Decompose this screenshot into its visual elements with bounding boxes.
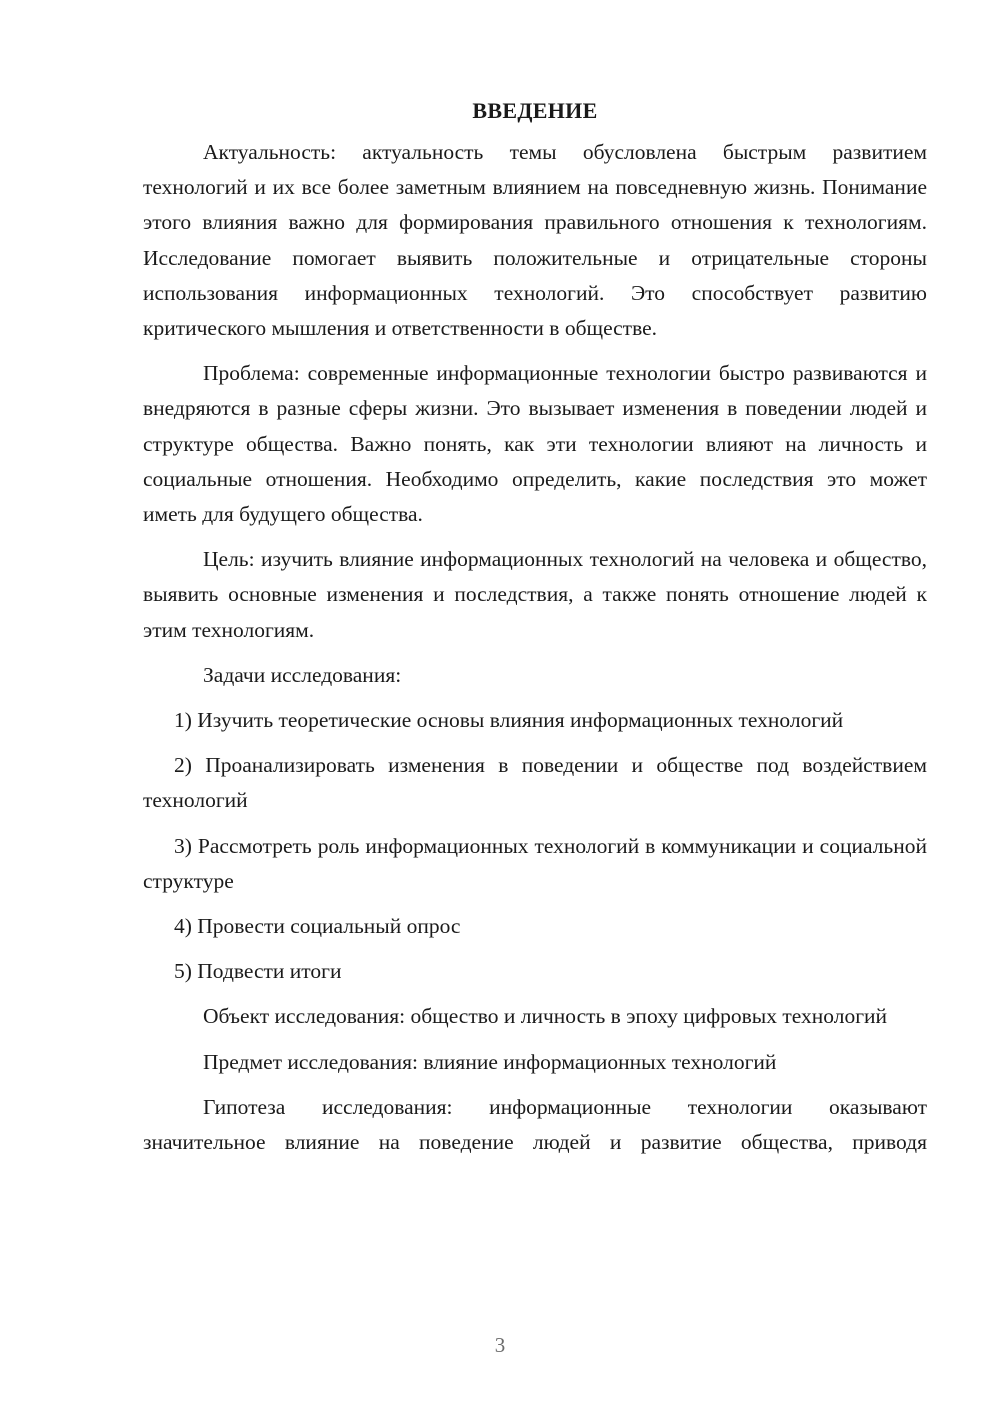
task-item-1: 1) Изучить теоретические основы влияния информационных технологий (174, 708, 844, 733)
task-item-5: 5) Подвести итоги (174, 959, 342, 984)
task-item-4: 4) Провести социальный опрос (174, 914, 461, 939)
paragraph-hypothesis: Гипотеза исследования: информационные технологии оказывают значительное влияние на поведение людей и развитие общества, приводя (143, 1094, 927, 1155)
paragraph-object: Объект исследования: общество и личность в эпоху цифровых технологий (203, 1004, 888, 1029)
task-item-3: 3) Рассмотреть роль информационных технологий в коммуникации и социальной структуре (143, 833, 927, 893)
page-title: ВВЕДЕНИЕ (472, 98, 598, 123)
page-content (143, 95, 927, 1170)
paragraph-subject: Предмет исследования: влияние информационных технологий (203, 1049, 777, 1074)
paragraph-relevance: Актуальность: актуальность темы обусловлена быстрым развитием технологий и их все более заметным влиянием на повседневную жизнь. Понимание этого влияния важно для формирования правильного отношения к технологиям. Исследование помогает выявить положительные и отрицательные стороны использования информационных технологий. Это способствует развитию критического мышления и ответственности в обществе. (143, 140, 927, 341)
task-item-2: 2) Проанализировать изменения в поведении и обществе под воздействием технологий (143, 753, 927, 813)
paragraph-goal: Цель: изучить влияние информационных технологий на человека и общество, выявить основные изменения и последствия, а также понять отношение людей к этим технологиям. (143, 547, 927, 642)
tasks-heading: Задачи исследования: (203, 662, 402, 687)
page-number: 3 (494, 1333, 506, 1357)
paragraph-problem: Проблема: современные информационные технологии быстро развиваются и внедряются в разные сферы жизни. Это вызывает изменения в поведении людей и структуре общества. Важно понять, как эти технологии влияют на личность и социальные отношения. Необходимо определить, какие последствия это может иметь для будущего общества. (143, 361, 927, 527)
